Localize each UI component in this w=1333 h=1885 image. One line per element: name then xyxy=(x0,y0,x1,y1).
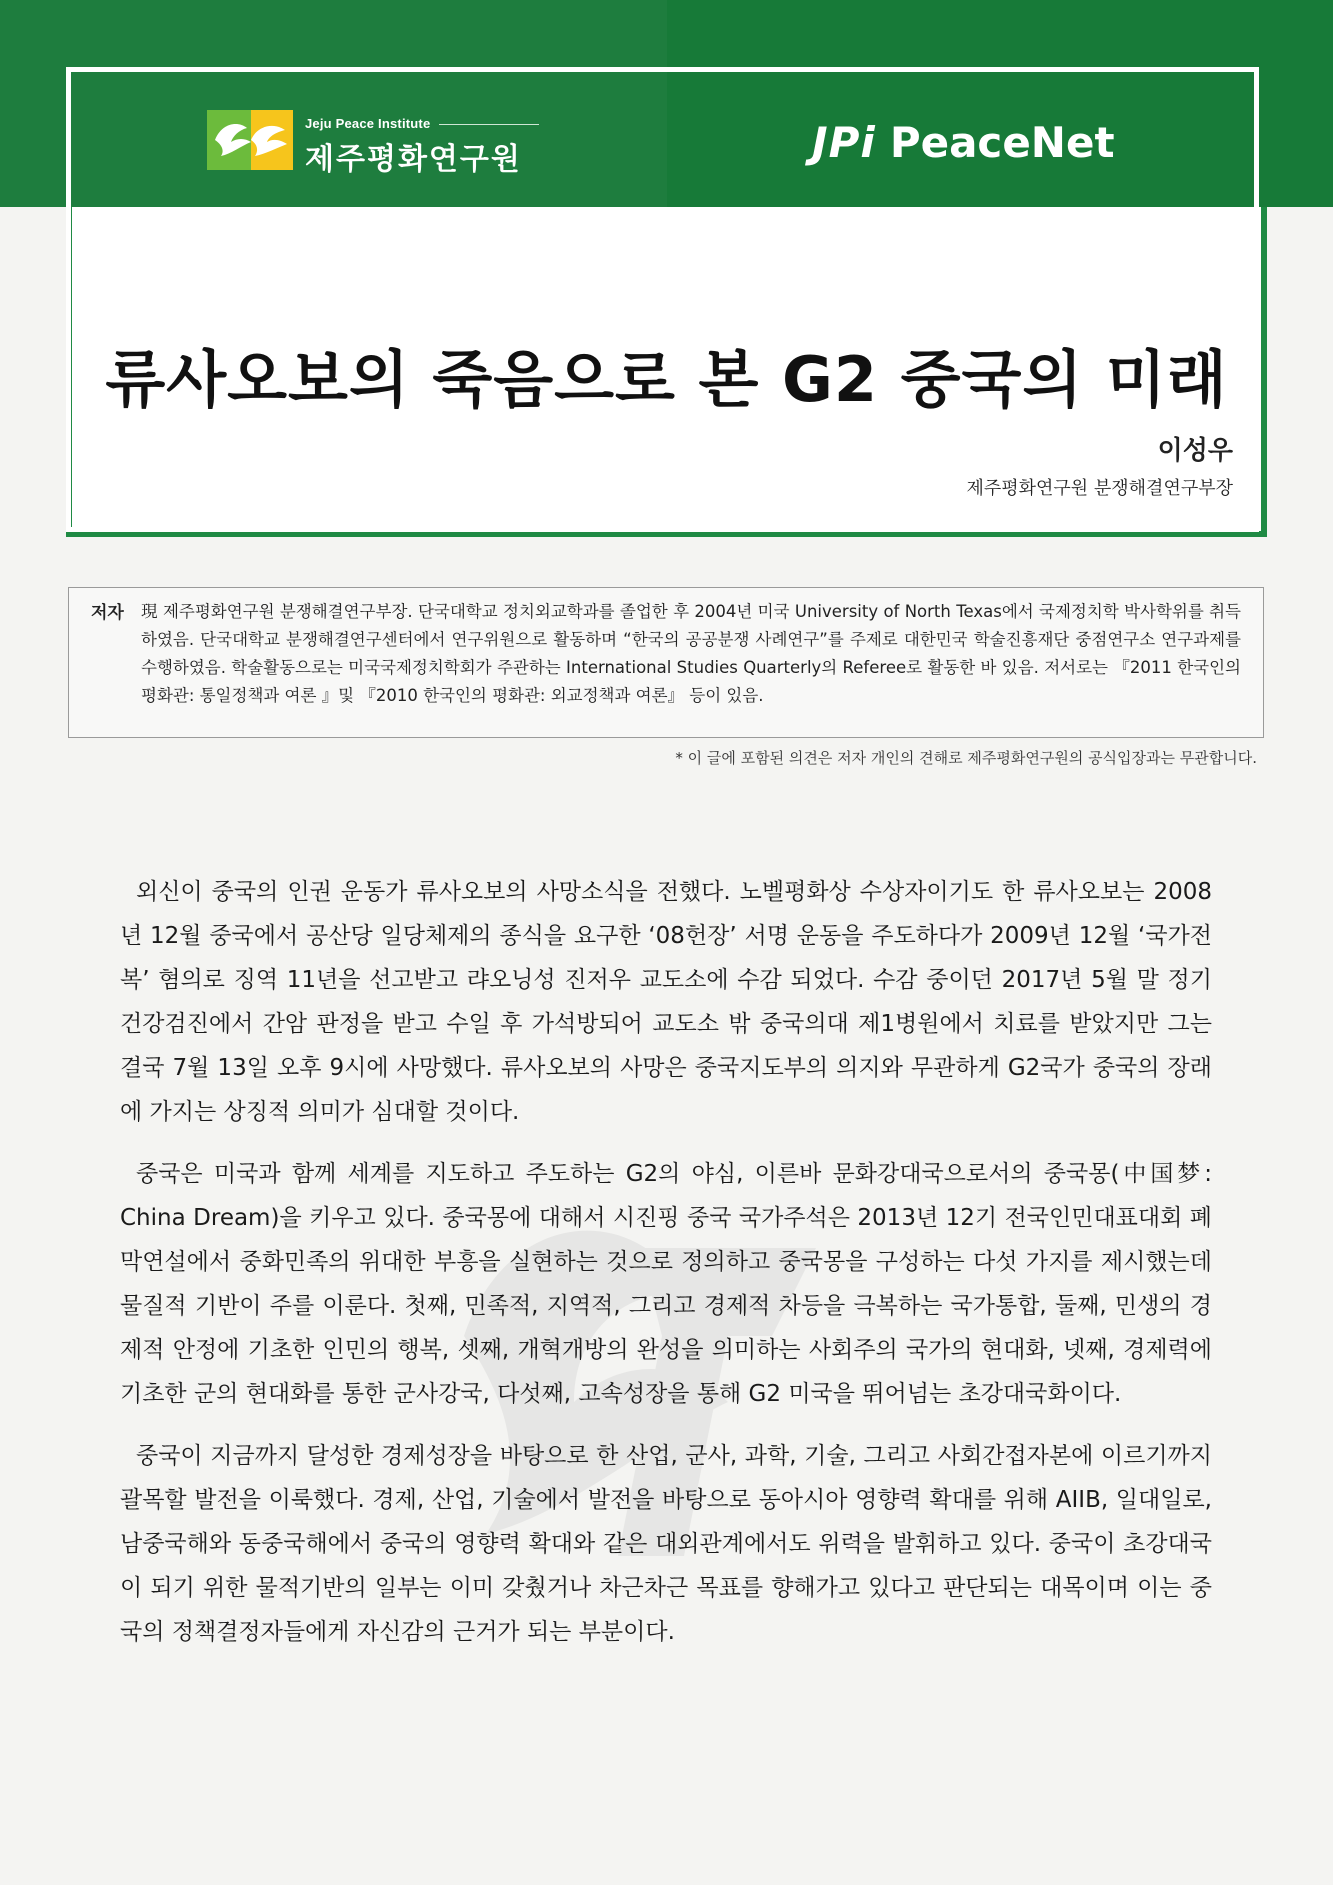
author-name: 이성우 xyxy=(1157,436,1233,466)
peacenet-name: PeaceNet xyxy=(889,118,1115,167)
paragraph: 외신이 중국의 인권 운동가 류사오보의 사망소식을 전했다. 노벨평화상 수상자이기도 한 류사오보는 2008년 12월 중국에서 공산당 일당체제의 종식을 요구한 ‘08헌장’ 서명 운동을 주도하다가 2009년 12월 ‘국가전복’ 혐의로 징역 11년을 선고받고 랴오닝성 진저우 교도소에 수감 되었다. 수감 중이던 2017년 5월 말 정기 건강검진에서 간암 판정을 받고 수일 후 가석방되어 교도소 밖 중국의대 제1병원에서 치료를 받았지만 그는 결국 7월 13일 오후 9시에 사망했다. 류사오보의 사망은 중국지도부의 의지와 무관하게 G2국가 중국의 장래에 가지는 상징적 의미가 심대할 것이다. xyxy=(120,879,1212,1125)
jeju-peace-institute-logo xyxy=(207,108,547,178)
institute-name-ko: 제주평화연구원 xyxy=(305,142,522,177)
bio-label: 저자 xyxy=(91,603,124,623)
disclaimer-note: * 이 글에 포함된 의견은 저자 개인의 견해로 제주평화연구원의 공식입장과는 무관합니다. xyxy=(675,749,1257,767)
dove-logo-icon xyxy=(207,110,293,170)
jpi-mark: JPi xyxy=(812,118,876,167)
peacenet-logo xyxy=(812,118,1115,178)
article-body xyxy=(120,870,1212,1672)
paragraph: 중국이 지금까지 달성한 경제성장을 바탕으로 한 산업, 군사, 과학, 기술, 그리고 사회간접자본에 이르기까지 괄목할 발전을 이룩했다. 경제, 산업, 기술에서 발전을 바탕으로 동아시아 영향력 확대를 위해 AIIB, 일대일로, 남중국해와 동중국해에서 중국의 영향력 확대와 같은 대외관계에서도 위력을 발휘하고 있다. 중국이 초강대국이 되기 위한 물적기반의 일부는 이미 갖췄거나 차근차근 목표를 향해가고 있다고 판단되는 대목이며 이는 중국의 정책결정자들에게 자신감의 근거가 되는 부분이다. xyxy=(120,1443,1212,1645)
paragraph: 중국은 미국과 함께 세계를 지도하고 주도하는 G2의 야심, 이른바 문화강대국으로서의 중국몽(中国梦: China Dream)을 키우고 있다. 중국몽에 대해서 시진핑 중국 국가주석은 2013년 12기 전국인민대표대회 폐막연설에서 중화민족의 위대한 부흥을 실현하는 것으로 정의하고 중국몽을 구성하는 다섯 가지를 제시했는데 물질적 기반이 주를 이룬다. 첫째, 민족적, 지역적, 그리고 경제적 차등을 극복하는 국가통합, 둘째, 민생의 경제적 안정에 기초한 인민의 행복, 셋째, 개혁개방의 완성을 의미하는 사회주의 국가의 현대화, 넷째, 경제력에 기초한 군의 현대화를 통한 군사강국, 다섯째, 고속성장을 통해 G2 미국을 뛰어넘는 초강대국화이다. xyxy=(120,1161,1212,1407)
bio-text: 現 제주평화연구원 분쟁해결연구부장. 단국대학교 정치외교학과를 졸업한 후 2004년 미국 University of North Texas에서 국제정치학 박사학위를 취득하였음. 단국대학교 분쟁해결연구센터에서 연구위원으로 활동하며 “한국의 공공분쟁 사례연구”를 주제로 대한민국 학술진흥재단 중점연구소 연구과제를 수행하였음. 학술활동으로는 미국국제정치학회가 주관하는 International Studies Quarterly의 Referee로 활동한 바 있음. 저서로는 『2011 한국인의 평화관: 통일정책과 여론 』및 『2010 한국인의 평화관: 외교정책과 여론』 등이 있음. xyxy=(141,602,1241,705)
author-role: 제주평화연구원 분쟁해결연구부장 xyxy=(966,478,1233,499)
article-title: 류사오보의 죽음으로 본 G2 중국의 미래 xyxy=(105,343,1228,416)
author-bio-box xyxy=(68,587,1264,738)
institute-divider xyxy=(439,124,539,125)
institute-name-en: Jeju Peace Institute xyxy=(305,116,431,131)
